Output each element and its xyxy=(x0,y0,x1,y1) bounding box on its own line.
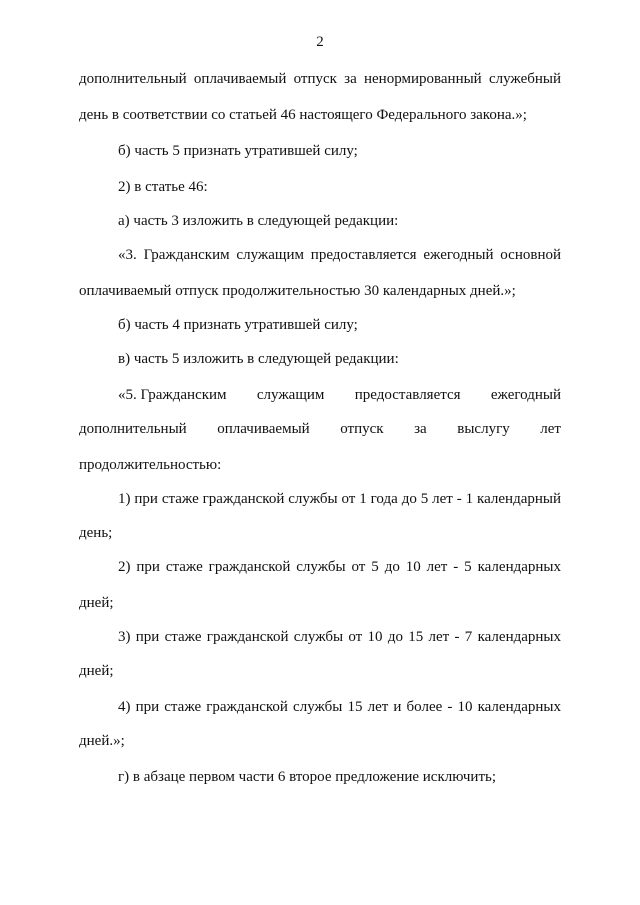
paragraph-line-6: «3. Гражданским служащим предоставляется ежегодный основной xyxy=(118,247,561,263)
word: за xyxy=(414,421,427,437)
paragraph-line-14: день; xyxy=(79,525,113,541)
paragraph-line-2: день в соответствии со статьей 46 настоящего Федерального закона.»; xyxy=(79,107,527,123)
word: ежегодный xyxy=(490,387,561,403)
word: отпуск xyxy=(340,421,384,437)
paragraph-line-9: в) часть 5 изложить в следующей редакции: xyxy=(118,351,399,367)
paragraph-line-16: дней; xyxy=(79,595,114,611)
paragraph-line-21: г) в абзаце первом части 6 второе предложение исключить; xyxy=(118,769,497,785)
page-number: 2 xyxy=(316,34,324,50)
word: дополнительный xyxy=(79,421,187,437)
paragraph-line-1: дополнительный оплачиваемый отпуск за ненормированный служебный xyxy=(79,71,561,87)
paragraph-line-8: б) часть 4 признать утратившей силу; xyxy=(118,317,358,333)
paragraph-line-10 xyxy=(118,386,561,404)
word: оплачиваемый xyxy=(217,421,310,437)
paragraph-line-18: дней; xyxy=(79,663,114,679)
paragraph-line-15: 2) при стаже гражданской службы от 5 до 10 лет - 5 календарных xyxy=(118,559,561,575)
paragraph-line-5: а) часть 3 изложить в следующей редакции: xyxy=(118,213,399,229)
paragraph-line-19: 4) при стаже гражданской службы 15 лет и более - 10 календарных xyxy=(118,699,561,715)
word: предоставляется xyxy=(354,387,461,403)
paragraph-line-7: оплачиваемый отпуск продолжительностью 30 календарных дней.»; xyxy=(79,283,516,299)
paragraph-line-20: дней.»; xyxy=(79,733,125,749)
word: выслугу xyxy=(457,421,510,437)
word: лет xyxy=(540,421,561,437)
word: «5. Гражданским xyxy=(118,387,227,403)
word: служащим xyxy=(256,387,325,403)
paragraph-line-12: продолжительностью: xyxy=(79,457,222,473)
paragraph-line-3: б) часть 5 признать утратившей силу; xyxy=(118,143,358,159)
paragraph-line-4: 2) в статье 46: xyxy=(118,179,208,195)
paragraph-line-11 xyxy=(79,420,561,438)
paragraph-line-13: 1) при стаже гражданской службы от 1 года до 5 лет - 1 календарный xyxy=(118,491,561,507)
paragraph-line-17: 3) при стаже гражданской службы от 10 до 15 лет - 7 календарных xyxy=(118,629,561,645)
